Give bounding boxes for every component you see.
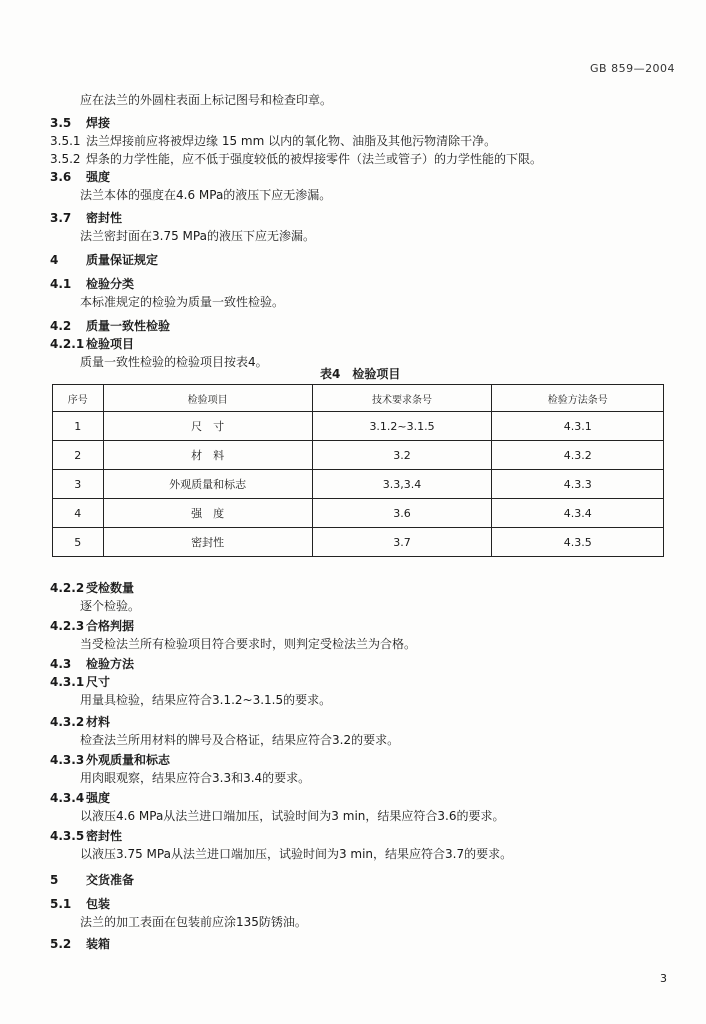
line-text: 尺寸 xyxy=(86,675,111,689)
section-number: 4.2.1 xyxy=(50,337,85,351)
cell-requirement: 3.3,3.4 xyxy=(312,470,492,499)
cell-seq: 4 xyxy=(53,499,104,528)
line-text: 质量一致性检验的检验项目按表4。 xyxy=(80,355,268,369)
paragraph-line xyxy=(80,636,416,652)
section-number: 5.1 xyxy=(50,897,72,911)
section-number: 3.6 xyxy=(50,170,72,184)
section-heading xyxy=(50,752,170,768)
line-text: 外观质量和标志 xyxy=(86,753,171,767)
paragraph-line xyxy=(80,187,331,203)
section-number: 4.3.3 xyxy=(50,753,85,767)
line-text: 密封性 xyxy=(86,211,123,225)
section-heading xyxy=(50,896,110,912)
line-text: 焊接 xyxy=(86,116,111,130)
cell-item: 材 料 xyxy=(103,441,312,470)
cell-requirement: 3.6 xyxy=(312,499,492,528)
section-heading xyxy=(50,872,134,888)
section-number: 4.3.1 xyxy=(50,675,85,689)
section-heading xyxy=(50,318,170,334)
cell-seq: 5 xyxy=(53,528,104,557)
line-text: 法兰本体的强度在4.6 MPa的液压下应无渗漏。 xyxy=(80,188,332,202)
line-text: 以液压4.6 MPa从法兰进口端加压，试验时间为3 min，结果应符合3.6的要求。 xyxy=(80,809,505,823)
paragraph-line xyxy=(80,692,331,708)
page-number: 3 xyxy=(660,972,667,985)
section-number: 3.5 xyxy=(50,116,72,130)
section-number: 4.1 xyxy=(50,277,72,291)
line-text: 法兰密封面在3.75 MPa的液压下应无渗漏。 xyxy=(80,229,315,243)
table-row xyxy=(53,441,664,470)
line-text: 受检数量 xyxy=(86,581,135,595)
section-heading xyxy=(50,252,158,268)
section-number: 4 xyxy=(50,253,59,267)
standard-code: GB 859—2004 xyxy=(590,62,676,75)
cell-method: 4.3.4 xyxy=(492,499,664,528)
paragraph-line xyxy=(50,133,496,149)
line-text: 包装 xyxy=(86,897,111,911)
header-seq: 序号 xyxy=(53,385,104,412)
table-row xyxy=(53,528,664,557)
line-text: 交货准备 xyxy=(86,873,135,887)
section-heading xyxy=(50,115,110,131)
section-number: 4.2.3 xyxy=(50,619,85,633)
line-text: 检验方法 xyxy=(86,657,135,671)
section-heading xyxy=(50,336,134,352)
line-text: 以液压3.75 MPa从法兰进口端加压，试验时间为3 min，结果应符合3.7的要求。 xyxy=(80,847,513,861)
line-text: 逐个检验。 xyxy=(80,599,141,613)
line-text: 合格判据 xyxy=(86,619,135,633)
section-number: 4.3.2 xyxy=(50,715,85,729)
paragraph-line xyxy=(80,808,504,824)
paragraph-line xyxy=(80,354,268,370)
cell-item: 强 度 xyxy=(103,499,312,528)
line-text: 用肉眼观察，结果应符合3.3和3.4的要求。 xyxy=(80,771,311,785)
table-row xyxy=(53,412,664,441)
section-heading xyxy=(50,936,110,952)
cell-seq: 2 xyxy=(53,441,104,470)
section-number: 5.2 xyxy=(50,937,72,951)
cell-method: 4.3.3 xyxy=(492,470,664,499)
section-number: 5 xyxy=(50,873,59,887)
section-number: 4.2 xyxy=(50,319,72,333)
header-item: 检验项目 xyxy=(103,385,312,412)
line-text: 检验项目 xyxy=(86,337,135,351)
line-text: 法兰焊接前应将被焊边缘 15 mm 以内的氧化物、油脂及其他污物清除干净。 xyxy=(86,134,497,148)
section-heading xyxy=(50,790,110,806)
cell-seq: 3 xyxy=(53,470,104,499)
table-row xyxy=(53,470,664,499)
section-heading xyxy=(50,674,110,690)
line-text: 质量一致性检验 xyxy=(86,319,171,333)
section-heading xyxy=(50,656,134,672)
header-method: 检验方法条号 xyxy=(492,385,664,412)
header-requirement: 技术要求条号 xyxy=(312,385,492,412)
cell-requirement: 3.2 xyxy=(312,441,492,470)
section-number: 4.3 xyxy=(50,657,72,671)
line-text: 质量保证规定 xyxy=(86,253,159,267)
section-number: 3.5.1 xyxy=(50,134,81,148)
section-heading xyxy=(50,169,110,185)
section-heading xyxy=(50,828,122,844)
paragraph-line xyxy=(50,151,542,167)
cell-seq: 1 xyxy=(53,412,104,441)
section-heading xyxy=(50,618,134,634)
line-text: 材料 xyxy=(86,715,111,729)
paragraph-line xyxy=(80,92,332,108)
section-heading xyxy=(50,210,122,226)
section-heading xyxy=(50,714,110,730)
paragraph-line xyxy=(80,598,140,614)
section-number: 3.7 xyxy=(50,211,72,225)
paragraph-line xyxy=(80,732,399,748)
line-text: 应在法兰的外圆柱表面上标记图号和检查印章。 xyxy=(80,93,333,107)
cell-requirement: 3.7 xyxy=(312,528,492,557)
section-number: 4.2.2 xyxy=(50,581,85,595)
table-header-row xyxy=(53,385,664,412)
cell-item: 外观质量和标志 xyxy=(103,470,312,499)
section-number: 4.3.5 xyxy=(50,829,85,843)
paragraph-line xyxy=(80,770,310,786)
line-text: 装箱 xyxy=(86,937,111,951)
section-number: 3.5.2 xyxy=(50,152,81,166)
cell-item: 尺 寸 xyxy=(103,412,312,441)
line-text: 检查法兰所用材料的牌号及合格证，结果应符合3.2的要求。 xyxy=(80,733,400,747)
paragraph-line xyxy=(80,914,307,930)
cell-method: 4.3.2 xyxy=(492,441,664,470)
section-number: 4.3.4 xyxy=(50,791,85,805)
line-text: 强度 xyxy=(86,791,111,805)
line-text: 焊条的力学性能，应不低于强度较低的被焊接零件（法兰或管子）的力学性能的下限。 xyxy=(86,152,543,166)
line-text: 法兰的加工表面在包装前应涂135防锈油。 xyxy=(80,915,307,929)
section-heading xyxy=(50,276,134,292)
cell-requirement: 3.1.2~3.1.5 xyxy=(312,412,492,441)
paragraph-line xyxy=(80,228,315,244)
paragraph-line xyxy=(80,294,284,310)
paragraph-line xyxy=(80,846,512,862)
line-text: 强度 xyxy=(86,170,111,184)
table-caption: 表4 检验项目 xyxy=(320,367,401,381)
line-text: 检验分类 xyxy=(86,277,135,291)
cell-method: 4.3.1 xyxy=(492,412,664,441)
section-heading xyxy=(50,580,134,596)
cell-method: 4.3.5 xyxy=(492,528,664,557)
inspection-items-table xyxy=(52,384,664,557)
line-text: 本标准规定的检验为质量一致性检验。 xyxy=(80,295,285,309)
cell-item: 密封性 xyxy=(103,528,312,557)
table-row xyxy=(53,499,664,528)
line-text: 密封性 xyxy=(86,829,123,843)
line-text: 当受检法兰所有检验项目符合要求时，则判定受检法兰为合格。 xyxy=(80,637,417,651)
line-text: 用量具检验，结果应符合3.1.2~3.1.5的要求。 xyxy=(80,693,332,707)
